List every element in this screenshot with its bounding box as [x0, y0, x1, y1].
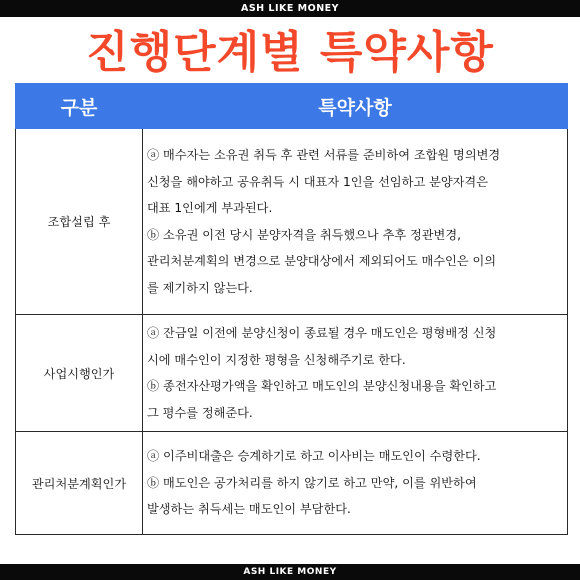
header-category: 구분	[16, 84, 143, 129]
row-content	[143, 432, 568, 535]
content-line: 를 제기하지 않는다.	[147, 280, 253, 295]
content-line: ⓑ 매도인은 공가처리를 하지 않기로 하고 만약, 이를 위반하여	[147, 475, 477, 490]
header-special-terms: 특약사항	[143, 84, 568, 129]
content-line: ⓑ 종전자산평가액을 확인하고 매도인의 분양신청내용을 확인하고	[147, 379, 497, 393]
content-line: ⓑ 소유권 이전 당시 분양자격을 취득했으나 추후 정관변경,	[147, 227, 461, 242]
content-line: 대표 1인에게 부과된다.	[147, 201, 273, 215]
content-line: 시에 매수인이 지정한 평형을 신청해주기로 한다.	[147, 352, 406, 367]
row-label: 사업시행인가	[16, 315, 143, 432]
table-row	[16, 432, 568, 535]
content-line: 관리처분계획의 변경으로 분양대상에서 제외되어도 매수인은 이의	[147, 254, 497, 268]
row-content	[143, 315, 568, 432]
row-label: 조합설립 후	[16, 129, 143, 315]
table-header-row	[16, 84, 568, 129]
brand-text-top: ASH LIKE MONEY	[240, 3, 340, 14]
content-line: ⓐ 잔금일 이전에 분양신청이 종료될 경우 매도인은 평형배정 신청	[147, 326, 497, 340]
content-line: 신청을 해야하고 공유취득 시 대표자 1인을 선임하고 분양자격은	[147, 174, 488, 189]
row-label: 관리처분계획인가	[16, 432, 143, 535]
table-row	[16, 129, 568, 315]
table-row	[16, 315, 568, 432]
top-brand-bar	[0, 0, 580, 17]
special-terms-table	[15, 83, 568, 535]
row-content	[143, 129, 568, 315]
content-line: 그 평수를 정해준다.	[147, 405, 253, 420]
page-title: 진행단계별 특약사항	[86, 27, 494, 78]
content-line: ⓐ 이주비대출은 승계하기로 하고 이사비는 매도인이 수령한다.	[147, 449, 481, 464]
bottom-brand-bar	[0, 564, 580, 580]
content-line: 발생하는 취득세는 매도인이 부담한다.	[147, 502, 351, 517]
content-line: ⓐ 매수자는 소유권 취득 후 관련 서류를 준비하여 조합원 명의변경	[147, 148, 501, 162]
brand-text-bottom: ASH LIKE MONEY	[243, 567, 337, 577]
